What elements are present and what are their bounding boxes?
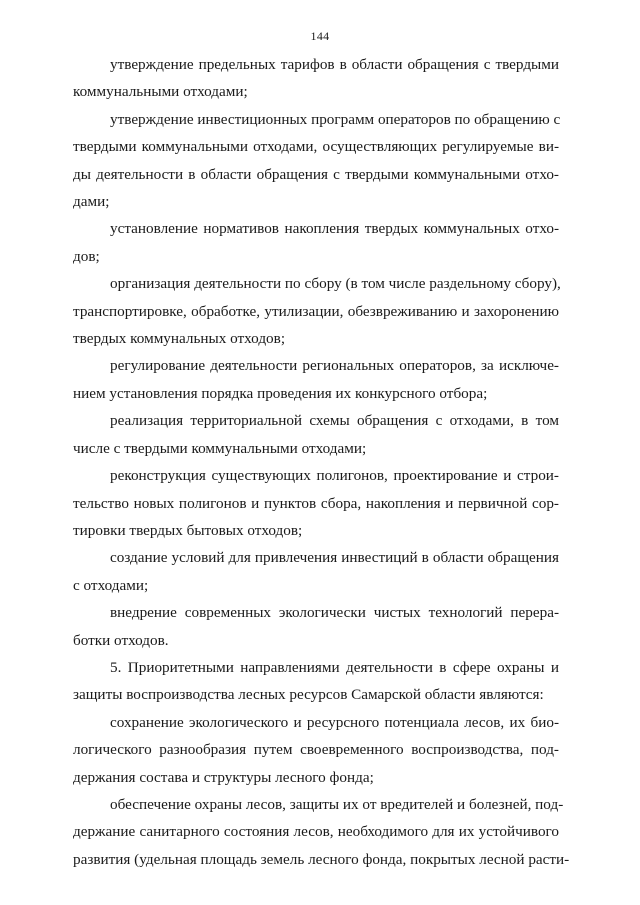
text-line: защиты воспроизводства лесных ресурсов Самарской области являются: [73,686,544,704]
text-line: твердых коммунальных отходов; [73,330,286,348]
text-line: сохранение экологического и ресурсного потенциала лесов, их био- [110,713,559,731]
text-line: организация деятельности по сбору (в том числе раздельному сбору), [110,275,561,293]
text-line: установление нормативов накопления твердых коммунальных отхо- [110,220,559,238]
text-line: держания состава и структуры лесного фонда; [73,768,374,786]
paragraph [73,599,559,654]
text-line: дами; [73,193,110,211]
text-line: создание условий для привлечения инвестиций в области обращения [110,549,559,567]
page-number: 144 [310,29,330,43]
text-line: транспортировке, обработке, утилизации, обезвреживанию и захоронению [73,302,559,320]
paragraph [73,791,570,873]
text-line: регулирование деятельности региональных операторов, за исключе- [110,357,559,375]
paragraph [73,654,559,709]
text-line: нием установления порядка проведения их конкурсного отбора; [73,384,488,402]
paragraph [73,709,559,791]
text-line: 5. Приоритетными направлениями деятельности в сфере охраны и [110,658,559,676]
paragraph [73,270,559,352]
text-line: дов; [73,247,100,265]
text-line: развития (удельная площадь земель лесного фонда, покрытых лесной расти- [73,850,570,868]
document-body [73,51,570,873]
text-line: реализация территориальной схемы обращения с отходами, в том [110,412,559,430]
paragraph [73,352,559,407]
text-line: реконструкция существующих полигонов, проектирование и строи- [110,467,559,485]
paragraph [73,462,559,544]
paragraph [73,215,559,270]
paragraph [73,544,559,599]
text-line: ботки отходов. [73,631,169,649]
text-line: числе с твердыми коммунальными отходами; [73,439,367,457]
text-line: тельство новых полигонов и пунктов сбора, накопления и первичной сор- [73,494,559,512]
text-line: ды деятельности в области обращения с твердыми коммунальными отхо- [73,165,559,183]
paragraph [73,51,559,106]
text-line: тировки твердых бытовых отходов; [73,521,303,539]
text-line: с отходами; [73,576,149,594]
text-line: твердыми коммунальными отходами, осуществляющих регулируемые ви- [73,138,559,156]
paragraph [73,407,559,462]
text-line: утверждение инвестиционных программ операторов по обращению с [110,110,561,128]
text-line: логического разнообразия путем своевременного воспроизводства, под- [73,741,559,759]
text-line: обеспечение охраны лесов, защиты их от вредителей и болезней, под- [110,795,564,813]
text-line: коммунальными отходами; [73,83,248,101]
text-line: внедрение современных экологически чистых технологий перера- [110,604,559,622]
text-line: держание санитарного состояния лесов, необходимого для их устойчивого [73,823,559,841]
paragraph [73,106,559,216]
text-line: утверждение предельных тарифов в области обращения с твердыми [110,56,559,73]
